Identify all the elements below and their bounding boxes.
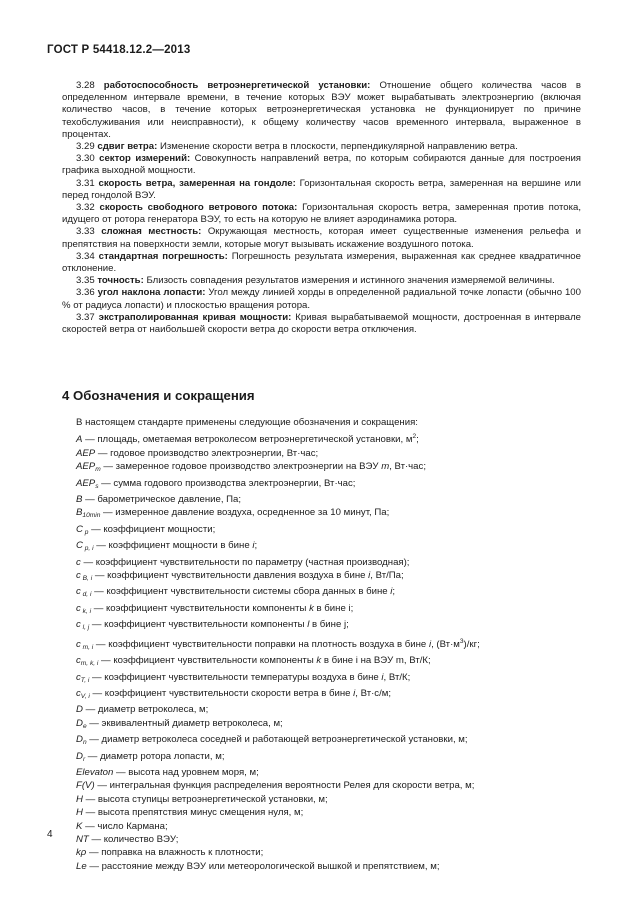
symbol-subscript: 10min bbox=[82, 512, 101, 520]
symbol-line bbox=[76, 846, 581, 859]
symbol-description: — коэффициент чувствительности компоненты bbox=[98, 655, 317, 667]
symbol-line bbox=[76, 750, 581, 766]
symbol: c bbox=[76, 638, 81, 650]
symbol: Le bbox=[76, 860, 87, 872]
definition-term: скорость свободного ветрового потока: bbox=[99, 202, 298, 214]
symbol-line bbox=[76, 585, 581, 601]
symbol-description: — диаметр ветроколеса соседней и работающей ветроэнергетической установки, м; bbox=[86, 734, 468, 746]
definition-number: 3.36 bbox=[76, 287, 95, 299]
definition-number: 3.31 bbox=[76, 177, 95, 189]
definition-term: скорость ветра, замеренная на гондоле: bbox=[98, 177, 296, 189]
symbol-variable: m bbox=[381, 461, 390, 473]
definition-term: точность: bbox=[97, 275, 144, 287]
definition-item bbox=[62, 251, 581, 275]
symbol-subscript: m bbox=[95, 466, 101, 474]
symbol-variable: i bbox=[252, 540, 255, 552]
symbol-line bbox=[76, 833, 581, 846]
symbol-subscript: l, j bbox=[80, 624, 90, 632]
section-4-title: 4 Обозначения и сокращения bbox=[62, 388, 255, 403]
definition-text: Погрешность результата измерения, выраженная как среднее квадратичное отклонение. bbox=[62, 250, 581, 275]
symbol-line bbox=[76, 717, 581, 733]
symbol-description: — диаметр ветроколеса, м; bbox=[82, 704, 209, 716]
symbol: AEP bbox=[76, 447, 96, 459]
definition-text: Отношение общего количества часов в определенном интервале времени, в течение которых ВЭУ может вырабатывать электроэнергию (включая количество часов, в течение которых ветроэнергетическая установка не функционирует по причине техобслуживания или неисправности), к общему количеству часов временного интервала, выраженное в процентах. bbox=[62, 80, 581, 140]
symbol: c bbox=[76, 556, 81, 568]
symbol-subscript: n bbox=[82, 739, 87, 747]
section-3-definitions bbox=[62, 80, 581, 336]
symbol-description: — годовое производство электроэнергии, Вт·час; bbox=[95, 447, 319, 459]
symbol: c bbox=[76, 619, 81, 631]
symbol-variable: l bbox=[307, 619, 310, 631]
definition-item bbox=[62, 275, 581, 287]
symbol-description: — измеренное давление воздуха, осредненное за 10 минут, Па; bbox=[100, 507, 390, 519]
definition-term: сдвиг ветра: bbox=[97, 141, 158, 153]
definition-number: 3.33 bbox=[76, 226, 95, 238]
symbol: AEP bbox=[76, 461, 96, 473]
symbol-description: — коэффициент мощности; bbox=[88, 523, 216, 535]
symbol-description: — высота ступицы ветроэнергетической установки, м; bbox=[82, 793, 328, 805]
symbol-description: — диаметр ротора лопасти, м; bbox=[85, 750, 225, 762]
symbol-subscript: p bbox=[82, 528, 89, 536]
symbol-description: — барометрическое давление, Па; bbox=[82, 494, 242, 506]
symbol: c bbox=[76, 655, 81, 667]
definition-item bbox=[62, 287, 581, 311]
symbol-tail: ; bbox=[254, 540, 258, 552]
symbol-description: — коэффициент чувствительности температуры воздуха в бине bbox=[89, 671, 382, 683]
page-number: 4 bbox=[47, 829, 53, 840]
definition-text: Горизонтальная скорость ветра, замеренная против потока, идущего от ротора генератора ВЭУ, то есть на которую не влияет аэродинамика ротора. bbox=[62, 202, 581, 226]
symbol-subscript: V, i bbox=[80, 692, 90, 700]
section-4-symbols bbox=[76, 416, 581, 873]
definition-term: экстраполированная кривая мощности: bbox=[98, 311, 292, 323]
symbol: K bbox=[76, 820, 83, 832]
symbol-description: — поправка на влажность к плотности; bbox=[86, 847, 264, 859]
symbol-subscript: k, i bbox=[80, 607, 92, 615]
symbol-superscript: 3 bbox=[459, 637, 464, 645]
symbol-line bbox=[76, 766, 581, 779]
definition-item bbox=[62, 312, 581, 336]
definition-text: Горизонтальная скорость ветра, замеренная на вершине или перед гондолой ВЭУ. bbox=[62, 177, 581, 201]
symbol-variable: i bbox=[368, 570, 371, 582]
symbol-line bbox=[76, 493, 581, 506]
symbol-line bbox=[76, 654, 581, 670]
symbol-variable: i bbox=[381, 671, 384, 683]
symbol-tail: )/кг; bbox=[463, 638, 480, 650]
definition-text: Изменение скорости ветра в плоскости, перпендикулярной направлению ветра. bbox=[159, 141, 518, 153]
symbol: D bbox=[76, 704, 83, 716]
symbol-variable: i bbox=[428, 638, 432, 650]
symbol-subscript: p, i bbox=[82, 545, 94, 553]
definition-number: 3.34 bbox=[76, 250, 95, 262]
symbol-subscript: d, i bbox=[80, 591, 92, 599]
definition-number: 3.30 bbox=[76, 153, 95, 165]
symbol-line bbox=[76, 779, 581, 792]
definition-item bbox=[62, 80, 581, 141]
symbol-description: — интегральная функция распределения вероятности Релея для скорости ветра, м; bbox=[94, 780, 475, 792]
definition-text: Угол между линией хорды в определенной радиальной точке лопасти (обычно 100 % от радиуса лопасти) и плоскостью вращения ротора. bbox=[62, 287, 581, 311]
definition-item bbox=[62, 226, 581, 250]
symbol-tail: , (Вт·м bbox=[431, 638, 460, 650]
symbol-description: — количество ВЭУ; bbox=[88, 833, 179, 845]
symbol-subscript: m, k, i bbox=[80, 660, 99, 668]
symbol-line bbox=[76, 635, 581, 654]
symbol-line bbox=[76, 703, 581, 716]
definition-term: работоспособность ветроэнергетической установки: bbox=[103, 80, 371, 91]
definition-term: стандартная погрешность: bbox=[98, 250, 228, 262]
symbol-line bbox=[76, 430, 581, 446]
definition-item bbox=[62, 178, 581, 202]
symbol: A bbox=[76, 434, 83, 446]
symbol: C bbox=[76, 523, 83, 535]
symbol-line bbox=[76, 806, 581, 819]
symbol-line bbox=[76, 860, 581, 873]
symbol-description: — высота над уровнем моря, м; bbox=[113, 766, 259, 778]
definition-number: 3.28 bbox=[76, 80, 95, 91]
symbol: NT bbox=[76, 833, 89, 845]
symbol-tail: , Вт/К; bbox=[383, 671, 411, 683]
symbol-description: — сумма годового производства электроэнергии, Вт·час; bbox=[98, 477, 356, 489]
symbol-tail: в бине i на ВЭУ m, Вт/К; bbox=[321, 655, 431, 667]
symbol-description: — площадь, ометаемая ветроколесом ветроэнергетической установки, м bbox=[82, 434, 413, 446]
symbol-line bbox=[76, 671, 581, 687]
definition-number: 3.35 bbox=[76, 275, 95, 287]
symbol-line bbox=[76, 793, 581, 806]
symbol: D bbox=[76, 734, 83, 746]
symbol-description: — коэффициент чувствительности системы сбора данных в бине bbox=[91, 586, 391, 598]
definition-term: сектор измерений: bbox=[99, 153, 191, 165]
symbol-description: — замеренное годовое производство электроэнергии на ВЭУ bbox=[100, 461, 382, 473]
symbol-line bbox=[76, 523, 581, 539]
symbol-line bbox=[76, 460, 581, 476]
symbol: c bbox=[76, 586, 81, 598]
symbol-description: — коэффициент чувствительности компоненты bbox=[91, 602, 310, 614]
symbol: c bbox=[76, 671, 81, 683]
symbol-tail: в бине j; bbox=[309, 619, 349, 631]
symbol-description: — коэффициент чувствительности поправки на плотность воздуха в бине bbox=[93, 638, 429, 650]
symbol: c bbox=[76, 687, 81, 699]
symbol: B bbox=[76, 494, 83, 506]
definition-item bbox=[62, 153, 581, 177]
symbol-tail: в бине i; bbox=[313, 602, 354, 614]
symbol: F(V) bbox=[76, 780, 95, 792]
symbol-subscript: B, i bbox=[80, 575, 93, 583]
symbol-line bbox=[76, 447, 581, 460]
definition-number: 3.29 bbox=[76, 141, 95, 153]
symbol: AEP bbox=[76, 477, 96, 489]
symbol: D bbox=[76, 750, 83, 762]
symbol-description: — коэффициент мощности в бине bbox=[93, 540, 253, 552]
symbol: Elevaton bbox=[76, 766, 114, 778]
symbol-list bbox=[76, 430, 581, 873]
symbol-description: — расстояние между ВЭУ или метеорологической вышкой и препятствием, м; bbox=[86, 860, 440, 872]
document-header: ГОСТ Р 54418.12.2—2013 bbox=[47, 44, 191, 56]
symbol: C bbox=[76, 540, 83, 552]
symbol: H bbox=[76, 793, 83, 805]
symbol-subscript: m, i bbox=[80, 643, 94, 651]
definition-number: 3.32 bbox=[76, 202, 95, 214]
symbol: H bbox=[76, 807, 83, 819]
symbol-description: — коэффициент чувствительности скорости ветра в бине bbox=[89, 687, 354, 699]
symbol-tail: ; bbox=[392, 586, 396, 598]
symbol-tail: ; bbox=[416, 434, 419, 446]
symbol-line bbox=[76, 569, 581, 585]
definition-number: 3.37 bbox=[76, 311, 95, 323]
symbol-line bbox=[76, 602, 581, 618]
definition-text: Кривая вырабатываемой мощности, достроенная в интервале скоростей ветра от наибольшей скорости ветра до скорости ветра отключения. bbox=[62, 311, 582, 336]
symbol: c bbox=[76, 570, 81, 582]
symbol-variable: i bbox=[390, 586, 393, 598]
symbol-line bbox=[76, 477, 581, 493]
symbol-line bbox=[76, 506, 581, 522]
definition-term: угол наклона лопасти: bbox=[97, 287, 206, 299]
definition-text: Совокупность направлений ветра, по которым собираются данные для построения графика выходной мощности. bbox=[62, 153, 581, 177]
symbol-line bbox=[76, 820, 581, 833]
symbol-subscript: s bbox=[95, 482, 99, 490]
symbol-subscript: r bbox=[82, 755, 86, 763]
symbol-description: — эквивалентный диаметр ветроколеса, м; bbox=[86, 717, 283, 729]
symbol: c bbox=[76, 602, 81, 614]
symbol-subscript: e bbox=[82, 722, 87, 730]
symbol-variable: k bbox=[316, 655, 322, 667]
symbol-line bbox=[76, 733, 581, 749]
section-4-intro: В настоящем стандарте применены следующие обозначения и сокращения: bbox=[76, 417, 418, 428]
symbol-description: — число Кармана; bbox=[82, 820, 168, 832]
symbol-description: — коэффициент чувствительности по параметру (частная производная); bbox=[80, 556, 410, 568]
symbol: kρ bbox=[76, 847, 87, 859]
symbol-subscript: T, i bbox=[80, 676, 90, 684]
definition-item bbox=[62, 202, 581, 226]
definition-text: Окружающая местность, которая имеет существенные изменения рельефа и препятствия на поверхности земли, которые могут вызывать искажение воздушного потока. bbox=[62, 226, 581, 250]
symbol-line bbox=[76, 556, 581, 569]
symbol: B bbox=[76, 507, 83, 519]
symbol-variable: i bbox=[353, 687, 356, 699]
symbol-description: — высота препятствия минус смещения нуля, м; bbox=[82, 807, 304, 819]
symbol-description: — коэффициент чувствительности давления воздуха в бине bbox=[92, 570, 369, 582]
symbol-tail: , Вт·час; bbox=[389, 461, 426, 473]
symbol-superscript: 2 bbox=[412, 433, 417, 441]
definition-term: сложная местность: bbox=[101, 226, 202, 238]
symbol-line bbox=[76, 618, 581, 634]
symbol-line bbox=[76, 539, 581, 555]
symbol-tail: , Вт·с/м; bbox=[355, 687, 392, 699]
definition-text: Близость совпадения результатов измерения и истинного значения измеряемой величины. bbox=[146, 275, 555, 287]
symbol-tail: , Вт/Па; bbox=[370, 570, 404, 582]
symbol-line bbox=[76, 687, 581, 703]
symbol-variable: k bbox=[309, 602, 314, 614]
symbol: D bbox=[76, 717, 83, 729]
definition-item bbox=[62, 141, 581, 153]
symbol-description: — коэффициент чувствительности компоненты bbox=[89, 619, 308, 631]
